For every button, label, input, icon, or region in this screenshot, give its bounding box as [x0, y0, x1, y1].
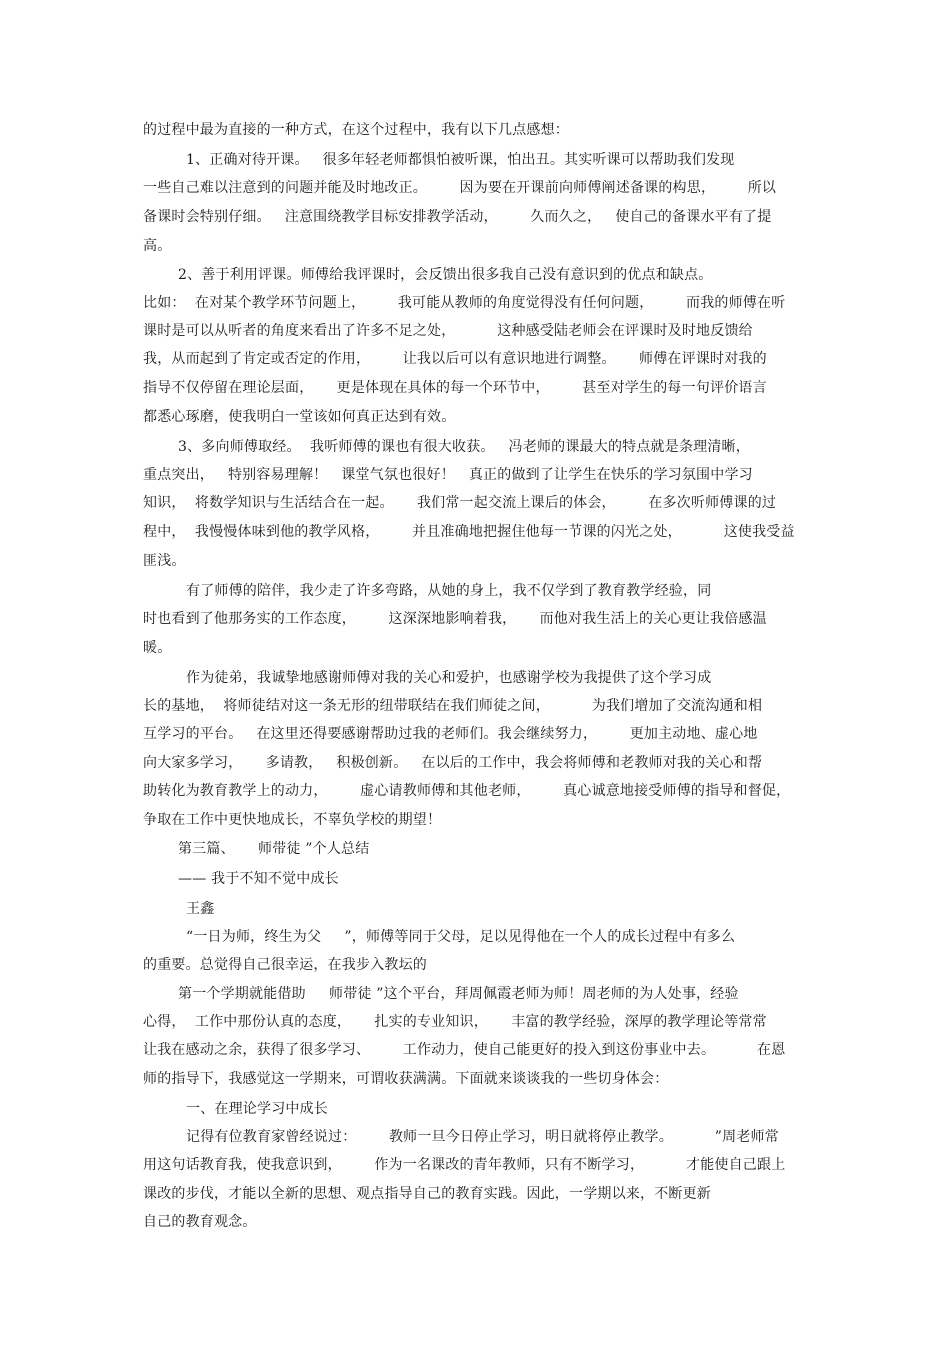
- paragraph-line: 1、正确对待开课。 很多年轻老师都惧怕被听课，怕出丑。其实听课可以帮助我们发现: [186, 152, 735, 168]
- paragraph-line: 心得， 工作中那份认真的态度， 扎实的专业知识， 丰富的教学经验，深厚的教学理论等常常: [143, 1014, 767, 1030]
- section-heading: 第三篇、 师带徒 ”个人总结: [178, 841, 370, 857]
- paragraph-line: 争取在工作中更快地成长，不辜负学校的期望！: [143, 812, 442, 828]
- paragraph-line: 程中， 我慢慢体味到他的教学风格， 并且准确地把握住他每一节课的闪光之处， 这使我受益: [143, 524, 795, 540]
- paragraph-line: 重点突出， 特别容易理解！ 课堂气氛也很好！ 真正的做到了让学生在快乐的学习氛围中学习: [143, 467, 753, 483]
- paragraph-line: 互学习的平台。 在这里还得要感谢帮助过我的老师们。我会继续努力， 更加主动地、虚心地: [143, 726, 758, 742]
- section-heading: 一、在理论学习中成长: [186, 1101, 328, 1117]
- paragraph-line: 记得有位教育家曾经说过： 教师一旦今日停止学习，明日就将停止教学。 ”周老师常: [186, 1129, 779, 1145]
- paragraph-line: 备课时会特别仔细。 注意围绕教学目标安排教学活动， 久而久之， 使自己的备课水平有了提: [143, 209, 772, 225]
- paragraph-line: 有了师傅的陪伴，我少走了许多弯路，从她的身上，我不仅学到了教育教学经验，同: [186, 583, 712, 599]
- author-name: 王鑫: [186, 901, 215, 917]
- paragraph-line: 高。: [143, 238, 172, 254]
- paragraph-line: 作为徒弟，我诚挚地感谢师傅对我的关心和爱护，也感谢学校为我提供了这个学习成: [186, 670, 712, 686]
- paragraph-line: 暖。: [143, 640, 172, 656]
- paragraph-line: 比如： 在对某个教学环节问题上， 我可能从教师的角度觉得没有任何问题， 而我的师傅在听: [143, 295, 786, 311]
- section-subtitle: —— 我于不知不觉中成长: [178, 871, 339, 887]
- paragraph-line: 时也看到了他那务实的工作态度， 这深深地影响着我， 而他对我生活上的关心更让我倍感温: [143, 611, 767, 627]
- paragraph-line: 知识， 将数学知识与生活结合在一起。 我们常一起交流上课后的体会， 在多次听师傅课的过: [143, 495, 777, 511]
- paragraph-line: 让我在感动之余，获得了很多学习、 工作动力，使自己能更好的投入到这份事业中去。 在恩: [143, 1042, 786, 1058]
- paragraph-line: 都悉心琢磨，使我明白一堂该如何真正达到有效。: [143, 409, 456, 425]
- paragraph-line: 用这句话教育我，使我意识到， 作为一名课改的青年教师，只有不断学习， 才能使自己跟上: [143, 1157, 786, 1173]
- paragraph-line: 课时是可以从听者的角度来看出了许多不足之处， 这种感受陆老师会在评课时及时地反馈给: [143, 323, 753, 339]
- paragraph-line: 助转化为教育教学上的动力， 虚心请教师傅和其他老师， 真心诚意地接受师傅的指导和督促，: [143, 783, 791, 799]
- paragraph-line: 匪浅。: [143, 553, 186, 569]
- paragraph-line: 2、善于利用评课。师傅给我评课时，会反馈出很多我自己没有意识到的优点和缺点。: [178, 267, 713, 283]
- paragraph-line: 一些自己难以注意到的问题并能及时地改正。 因为要在开课前向师傅阐述备课的构思， 所以: [143, 180, 777, 196]
- paragraph-line: 师的指导下，我感觉这一学期来，可谓收获满满。下面就来谈谈我的一些切身体会：: [143, 1071, 669, 1087]
- paragraph-line: 自己的教育观念。: [143, 1214, 257, 1230]
- paragraph-line: 我，从而起到了肯定或否定的作用， 让我以后可以有意识地进行调整。 师傅在评课时对我的: [143, 351, 767, 367]
- paragraph-line: 3、多向师傅取经。 我听师傅的课也有很大收获。 冯老师的课最大的特点就是条理清晰，: [178, 439, 750, 455]
- paragraph-line: 向大家多学习， 多请教， 积极创新。 在以后的工作中，我会将师傅和老教师对我的关心和帮: [143, 755, 763, 771]
- paragraph-line: 第一个学期就能借助 师带徒 ”这个平台，拜周佩霞老师为师！周老师的为人处事，经验: [178, 986, 739, 1002]
- paragraph-line: 课改的步伐，才能以全新的思想、观点指导自己的教育实践。因此，一学期以来，不断更新: [143, 1186, 711, 1202]
- paragraph-line: 的过程中最为直接的一种方式，在这个过程中，我有以下几点感想：: [143, 122, 569, 138]
- paragraph-line: 长的基地， 将师徒结对这一条无形的纽带联结在我们师徒之间， 为我们增加了交流沟通和相: [143, 698, 763, 714]
- paragraph-line: 指导不仅停留在理论层面， 更是体现在具体的每一个环节中， 甚至对学生的每一句评价语言: [143, 380, 767, 396]
- paragraph-line: “一日为师，终生为父 ”，师傅等同于父母，足以见得他在一个人的成长过程中有多么: [186, 929, 736, 945]
- paragraph-line: 的重要。总觉得自己很幸运，在我步入教坛的: [143, 957, 427, 973]
